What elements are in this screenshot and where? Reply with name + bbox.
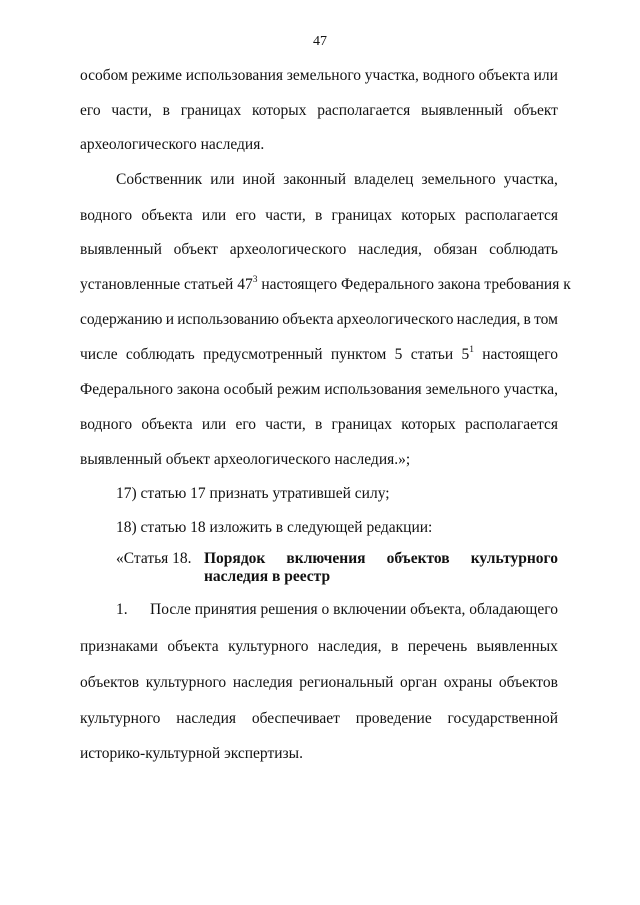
word: выявленный [80,241,162,258]
word: статьи [410,346,454,363]
word: границах [180,102,242,119]
word: о [321,601,330,618]
word: соблюдать [489,241,558,258]
word: или [533,67,558,84]
point-1-line-5: историко-культурной экспертизы. [80,745,303,762]
word: объектов [386,550,450,567]
word: располагается [464,416,558,433]
word: иной [242,171,276,188]
article-heading [116,549,558,591]
word: водного [422,67,475,84]
word: водного [80,416,133,433]
word: признаками [80,638,158,655]
word: земельного [421,171,496,188]
word: Порядок [204,550,266,567]
word: части, [265,207,306,224]
word: объекта [141,416,193,433]
word: участка, [503,381,558,398]
word: наследия, [358,241,422,258]
word: включении [333,601,407,618]
word: режим [276,381,321,398]
word: наследия, [317,638,382,655]
word: земельного [286,67,362,84]
word: или [201,207,227,224]
page-number: 47 [313,34,327,49]
paragraph-2-line-9: выявленный объект археологического наследия.»; [80,451,411,468]
word: объекта [478,67,530,84]
word: охраны [443,674,493,691]
item-18: 18) статью 18 изложить в следующей редакции: [116,519,433,536]
word: объекта, [410,601,466,618]
word: в [523,311,531,328]
word: культурного [470,550,558,567]
point-1-line-2 [80,637,558,657]
word: объект [173,241,218,258]
word: настоящего [482,346,558,363]
word: или [201,416,227,433]
word: участка, [364,67,419,84]
word: объекта [141,207,193,224]
word: том [534,311,558,328]
word: которых [251,102,307,119]
word: археологического [336,311,454,328]
paragraph-2-line-6 [80,345,558,365]
paragraph-2-line-5 [80,310,558,330]
word: Собственник [116,171,203,188]
word: использования [324,381,422,398]
paragraph-1-line-2 [80,101,558,121]
line-text-before-superscript: установленные статьей 47 [80,276,253,293]
word: в [390,638,399,655]
article-title-line-1 [204,549,558,569]
word: объектов [80,674,140,691]
point-1-line-1 [150,600,558,620]
word: наследия [176,710,237,727]
word: Федерального [80,381,174,398]
paragraph-2-line-2 [80,206,558,226]
word: законный [283,171,347,188]
word: использования [185,67,284,84]
article-prefix: «Статья 18. [116,550,192,567]
word: части, [111,102,152,119]
word: выявленных [476,638,558,655]
word: объект [513,102,558,119]
word: или [210,171,235,188]
superscript-article-number: 3 [252,275,258,285]
word: водного [80,207,133,224]
paragraph-2-line-7 [80,380,558,400]
word: его [235,207,257,224]
word: и [165,311,174,328]
article-title-line-2: наследия в реестр [204,568,331,585]
word: государственной [447,710,558,727]
line-text-after-superscript: настоящего Федерального закона требования к [257,276,571,293]
word-with-superscript [461,345,474,365]
word: 5 [394,346,403,363]
paragraph-1-line-3: археологического наследия. [80,136,265,153]
word: земельного [425,381,500,398]
word: которых [401,207,456,224]
word: объекта [282,311,334,328]
word: выявленный [421,102,503,119]
word: перечень [407,638,468,655]
point-1-line-4 [80,709,558,729]
word: части, [265,416,306,433]
word: объектов [498,674,558,691]
word: границах [331,207,392,224]
word: культурного [145,674,227,691]
word: особый [223,381,273,398]
word: в [162,102,170,119]
word: орган [400,674,438,691]
word: режиме [131,67,182,84]
word: в [314,207,323,224]
word: культурного [80,710,161,727]
word: региональный [299,674,394,691]
word: пунктом [330,346,387,363]
point-1-line-3 [80,673,558,693]
word: участка, [503,171,558,188]
word: обязан [433,241,478,258]
word: проведение [355,710,432,727]
word: границах [331,416,392,433]
paragraph-2-line-3 [80,240,558,260]
word: его [80,102,101,119]
paragraph-2-line-1 [116,170,558,190]
word: включения [286,550,366,567]
word: решения [260,601,318,618]
word: располагается [464,207,558,224]
word: обеспечивает [251,710,340,727]
word: особом [80,67,128,84]
word: закона [176,381,220,398]
word: культурного [228,638,309,655]
word: наследия [232,674,293,691]
item-17: 17) статью 17 признать утратившей силу; [116,485,390,502]
word: его [235,416,257,433]
paragraph-1-line-1 [80,66,558,86]
word: содержанию [80,311,163,328]
word: которых [401,416,456,433]
word: объекта [167,638,219,655]
paragraph-2-line-8 [80,415,558,435]
word: числе [80,346,118,363]
paragraph-2-line-4 [80,275,571,295]
article-number: 5 [461,346,470,363]
superscript-point-number: 1 [469,345,474,355]
word: использованию [177,311,279,328]
word: обладающего [469,601,558,618]
word: располагается [317,102,411,119]
point-number: 1. [116,601,128,618]
word: археологического [229,241,347,258]
word: в [314,416,323,433]
word: наследия, [456,311,521,328]
word: принятия [194,601,257,618]
word: владелец [354,171,414,188]
word: После [150,601,191,618]
word: предусмотренный [203,346,323,363]
word: соблюдать [125,346,195,363]
